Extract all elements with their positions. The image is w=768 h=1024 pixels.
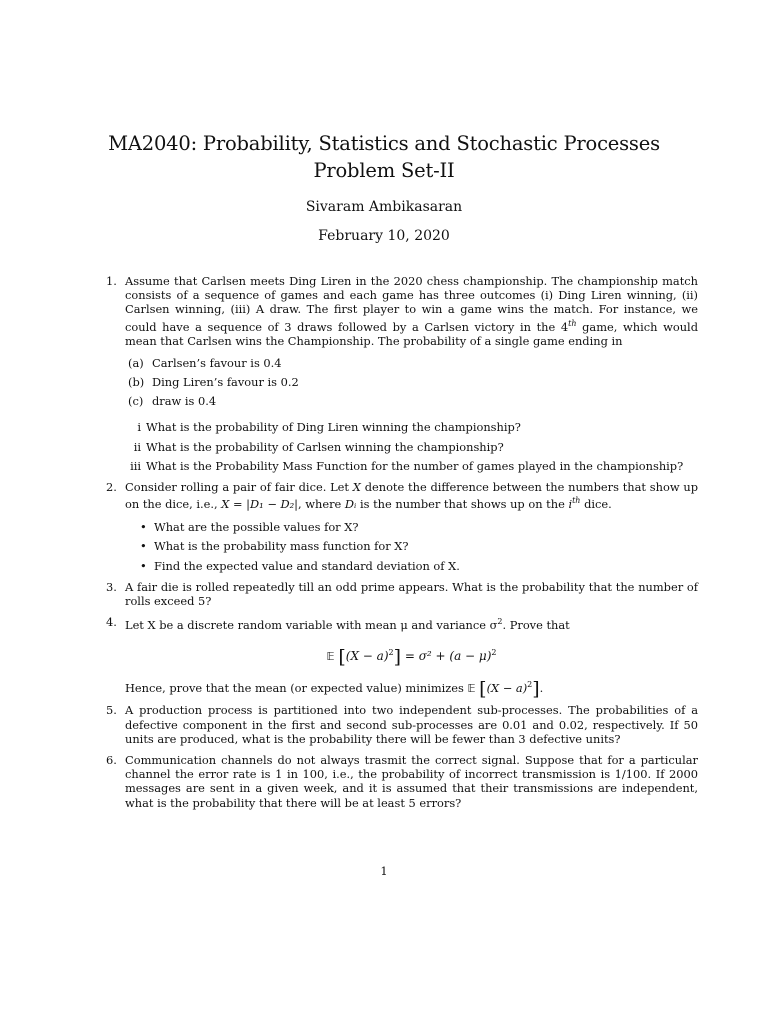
problem-5: [106, 703, 698, 746]
problem-number: 4.: [106, 615, 117, 630]
list-item: • Find the expected value and standard deviation of X.: [140, 558, 460, 573]
document-title: [0, 130, 768, 184]
list-item: • What are the possible values for X?: [140, 520, 359, 535]
question-list: [125, 420, 698, 473]
date: February 10, 2020: [318, 228, 450, 244]
problem-number: 3.: [106, 579, 117, 594]
problem-number: 5.: [106, 703, 117, 718]
problem-text: Communication channels do not always trasmit the correct signal. Suppose that for a particular channel the error rate is 1 in 100, i.e., the probability of incorrect transmission is 1/100. If 2000 messages are sent in a given week, and it is assumed that their transmissions are independent, what is the probability that there will be at least 5 errors?: [125, 753, 698, 810]
list-item: (c) draw is 0.4: [128, 394, 217, 409]
list-item: (a) Carlsen’s favour is 0.4: [128, 355, 282, 370]
problem-list: [106, 274, 698, 817]
display-equation: 𝔼 $[(X - a)^2] = \sigma^2 + (a - \mu)^2$: [326, 646, 497, 669]
problem-number: 1.: [106, 274, 117, 288]
problem-3: [106, 580, 698, 608]
problem-4: [106, 615, 698, 701]
problem-2: [106, 480, 698, 573]
title-line-2: Problem Set-II: [313, 159, 455, 182]
title-line-1: MA2040: Probability, Statistics and Stochastic Processes: [108, 132, 660, 155]
problem-1: [106, 274, 698, 473]
problem-text: Let X be a discrete random variable with mean μ and variance $\sigma^2$. Prove that: [125, 617, 570, 633]
author: Sivaram Ambikasaran: [305, 199, 463, 215]
list-item: i What is the probability of Ding Liren winning the championship?: [137, 420, 521, 435]
question-list: [125, 520, 698, 573]
problem-number: 6.: [106, 753, 117, 768]
list-item: (b) Ding Liren’s favour is 0.2: [128, 375, 299, 390]
list-item: iii What is the Probability Mass Function for the number of games played in the championship?: [130, 458, 684, 473]
page-number: 1: [380, 864, 388, 878]
outcome-list: [125, 356, 698, 409]
list-item: ii What is the probability of Carlsen winning the championship?: [133, 439, 504, 454]
problem-text: A production process is partitioned into two independent sub-processes. The probabilities of a defective component in the first and second sub-processes are 0.01 and 0.02, respectively. If 50 units are produced, what is the probability there will be fewer than 3 defective units?: [125, 703, 698, 746]
list-item: • What is the probability mass function for X?: [140, 539, 409, 554]
problem-6: [106, 753, 698, 810]
problem-text: Consider rolling a pair of fair dice. Let X denote the difference between the numbers that show up on the dice, i.e., X = |D₁ − D₂|, where Dᵢ is the number that shows up on the $i^{th}$ dice.: [125, 480, 699, 512]
problem-text: Assume that Carlsen meets Ding Liren in the 2020 chess championship. The championship match consists of a sequence of games and each game has three outcomes (i) Ding Liren winning, (ii) Carlsen winning, (iii) A draw. The first player to win a game wins the match. For instance, we could have a sequence of 3 draws followed by a Carlsen victory in the 4th game, which would mean that Carlsen wins the Championship. The probability of a single game ending in: [125, 274, 698, 348]
problem-followup: Hence, prove that the mean (or expected value) minimizes 𝔼 $[(X - a)^2]$.: [125, 678, 544, 701]
problem-number: 2.: [106, 480, 117, 495]
problem-text: A fair die is rolled repeatedly till an odd prime appears. What is the probability that the number of rolls exceed 5?: [125, 579, 698, 609]
